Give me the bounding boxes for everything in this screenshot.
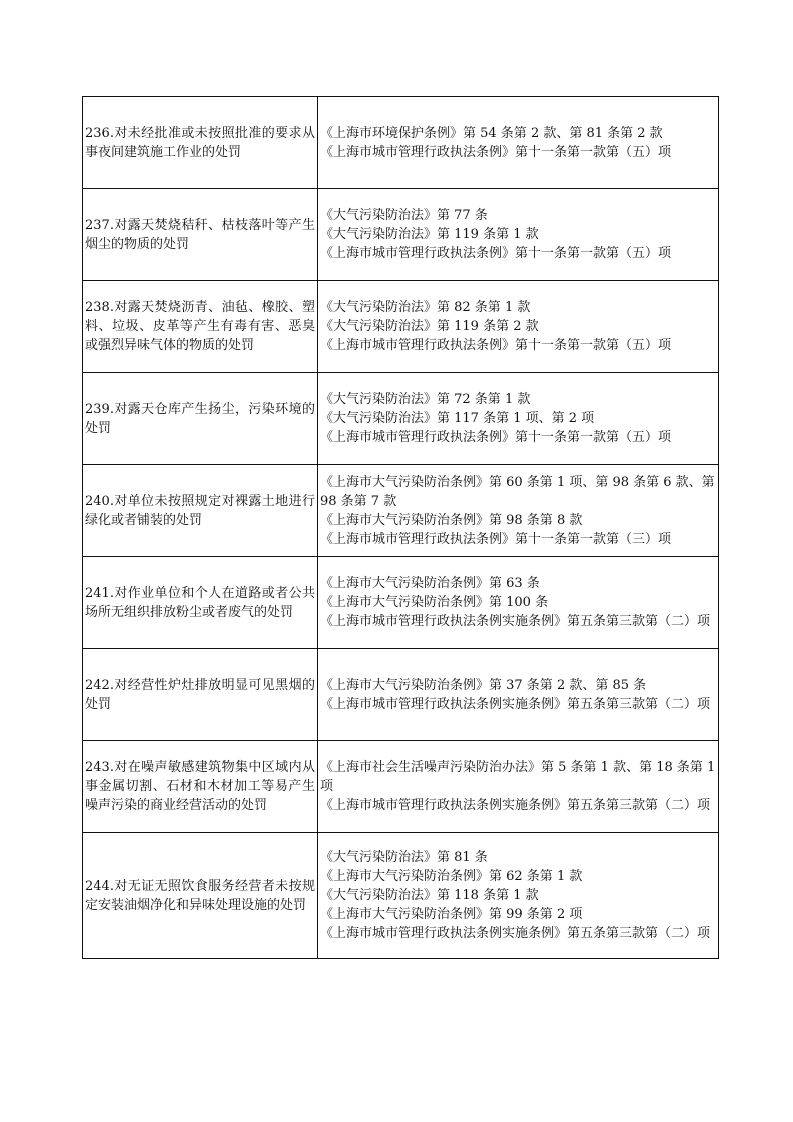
law-reference: 《上海市城市管理行政执法条例实施条例》第五条第三款第（二）项 [320,798,711,813]
law-reference: 《上海市社会生活噪声污染防治办法》第 5 条第 1 款、第 18 条第 1 项 [320,760,716,794]
law-reference: 《上海市大气污染防治条例》第 99 条第 2 项 [320,907,583,922]
item-text: 243.对在噪声敏感建筑物集中区域内从事金属切割、石材和木材加工等易产生噪声污染的商业经营活动的处罚 [85,760,315,813]
table-row [83,281,719,373]
law-reference: 《上海市大气污染防治条例》第 63 条 [320,576,540,591]
item-cell [83,557,318,649]
table-row [83,97,719,189]
table-row [83,373,719,465]
law-cell [318,741,719,833]
item-text: 238.对露天焚烧沥青、油毡、橡胶、塑料、垃圾、皮革等产生有毒有害、恶臭或强烈异味气体的物质的处罚 [85,300,315,353]
item-cell [83,649,318,741]
law-cell [318,97,719,189]
law-reference: 《大气污染防治法》第 119 条第 1 款 [320,227,539,242]
law-reference: 《上海市城市管理行政执法条例实施条例》第五条第三款第（二）项 [320,614,711,629]
law-reference: 《大气污染防治法》第 81 条 [320,850,488,865]
law-reference: 《大气污染防治法》第 72 条第 1 款 [320,392,531,407]
law-cell [318,557,719,649]
penalty-table [82,96,719,959]
item-cell [83,741,318,833]
item-cell [83,373,318,465]
law-reference: 《大气污染防治法》第 118 条第 1 款 [320,888,539,903]
law-reference: 《上海市城市管理行政执法条例》第十一条第一款第（三）项 [320,531,672,547]
law-cell [318,465,719,557]
law-reference: 《上海市城市管理行政执法条例实施条例》第五条第三款第（二）项 [320,696,711,712]
law-cell [318,373,719,465]
item-text: 239.对露天仓库产生扬尘，污染环境的处罚 [85,401,315,436]
item-cell [83,281,318,373]
item-text: 241.对作业单位和个人在道路或者公共场所无组织排放粉尘或者废气的处罚 [85,585,315,620]
law-reference: 《上海市环境保护条例》第 54 条第 2 款、第 81 条第 2 款 [320,125,663,141]
law-reference: 《大气污染防治法》第 82 条第 1 款 [320,300,531,315]
law-reference: 《上海市大气污染防治条例》第 62 条第 1 款 [320,869,583,884]
table-row [83,833,719,959]
law-cell [318,649,719,741]
penalty-table-body [83,97,719,959]
law-reference: 《上海市城市管理行政执法条例》第十一条第一款第（五）项 [320,430,672,445]
law-reference: 《大气污染防治法》第 117 条第 1 项、第 2 项 [320,411,595,426]
item-text: 240.对单位未按照规定对裸露土地进行绿化或者铺装的处罚 [85,493,315,528]
item-text: 236.对未经批准或未按照批准的要求从事夜间建筑施工作业的处罚 [85,125,315,160]
law-reference: 《上海市城市管理行政执法条例》第十一条第一款第（五）项 [320,246,672,261]
item-cell [83,465,318,557]
law-cell [318,189,719,281]
law-reference: 《上海市大气污染防治条例》第 98 条第 8 款 [320,512,583,528]
item-cell [83,833,318,959]
law-cell [318,833,719,959]
table-row [83,465,719,557]
law-cell [318,281,719,373]
table-row [83,557,719,649]
item-cell [83,97,318,189]
item-text: 244.对无证无照饮食服务经营者未按规定安装油烟净化和异味处理设施的处罚 [85,878,315,913]
table-row [83,649,719,741]
law-reference: 《大气污染防治法》第 77 条 [320,208,488,223]
item-text: 242.对经营性炉灶排放明显可见黑烟的处罚 [85,677,315,712]
item-cell [83,189,318,281]
law-reference: 《上海市城市管理行政执法条例》第十一条第一款第（五）项 [320,144,672,160]
law-reference: 《大气污染防治法》第 119 条第 2 款 [320,319,539,334]
law-reference: 《上海市大气污染防治条例》第 60 条第 1 项、第 98 条第 6 款、第 98 条第 7 款 [320,474,715,509]
table-row [83,741,719,833]
law-reference: 《上海市大气污染防治条例》第 37 条第 2 款、第 85 条 [320,677,647,693]
table-row [83,189,719,281]
law-reference: 《上海市城市管理行政执法条例》第十一条第一款第（五）项 [320,338,672,353]
law-reference: 《上海市城市管理行政执法条例实施条例》第五条第三款第（二）项 [320,926,711,941]
law-reference: 《上海市大气污染防治条例》第 100 条 [320,595,549,610]
item-text: 237.对露天焚烧秸秆、枯枝落叶等产生烟尘的物质的处罚 [85,217,315,252]
